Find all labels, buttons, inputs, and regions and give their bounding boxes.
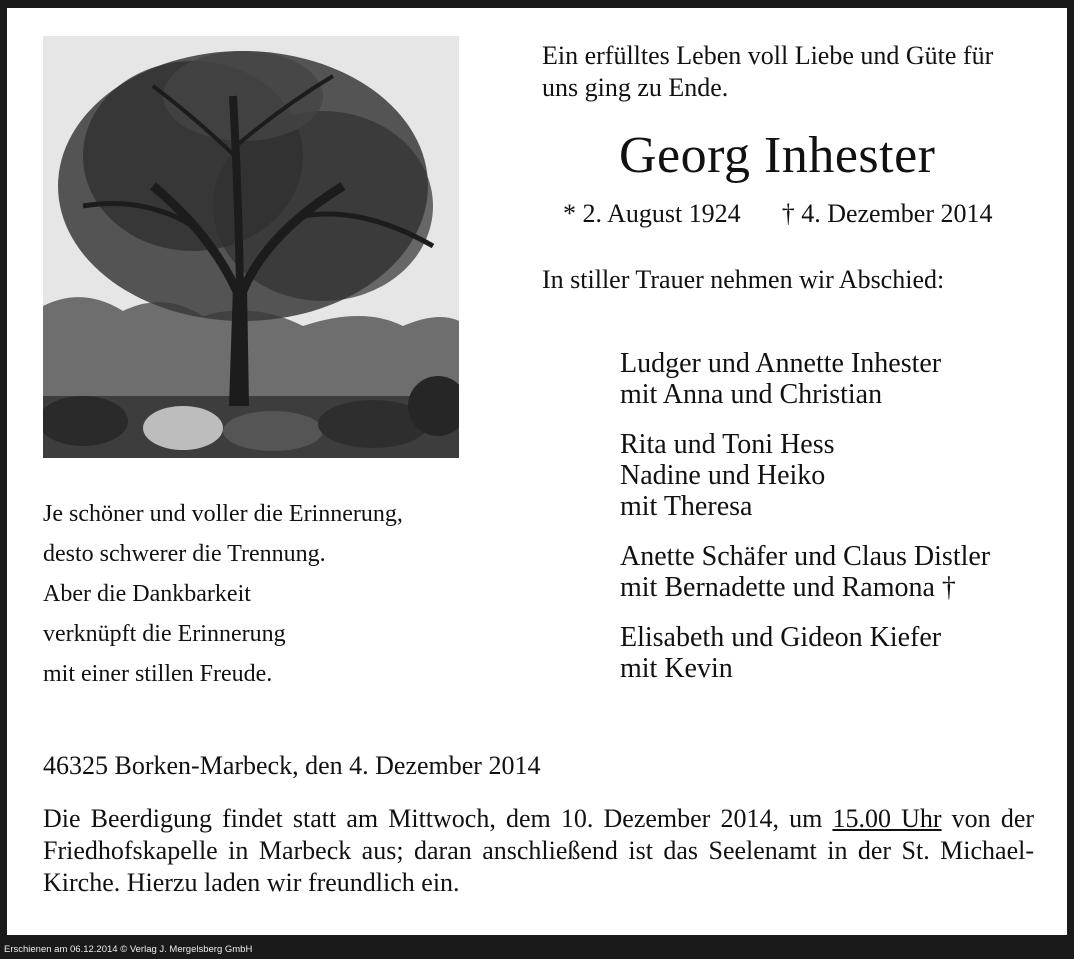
mourner-line: Ludger und Annette Inhester bbox=[620, 348, 942, 379]
verse-line: Je schöner und voller die Erinnerung, bbox=[43, 501, 403, 527]
place-date: 46325 Borken-Marbeck, den 4. Dezember 2014 bbox=[43, 751, 541, 780]
publication-footer: Erschienen am 06.12.2014 © Verlag J. Mergelsberg GmbH bbox=[4, 944, 253, 955]
mourner-line: mit Kevin bbox=[620, 653, 733, 684]
intro-line: Ein erfülltes Leben voll Liebe und Güte für bbox=[542, 41, 994, 70]
mourner-line: Anette Schäfer und Claus Distler bbox=[620, 541, 991, 572]
tree-illustration bbox=[43, 36, 459, 458]
funeral-text-start: Die Beerdigung findet statt am Mittwoch, dem 10. Dezember 2014, um bbox=[43, 804, 833, 833]
mourners-list bbox=[620, 348, 990, 703]
obituary-page bbox=[7, 8, 1067, 935]
funeral-text-end: von der Friedhofskapelle in Marbeck aus; daran anschließend ist das Seelenamt in der St. Michael-Kirche. Hierzu laden wir freundlich ein. bbox=[43, 804, 1035, 897]
intro-line: uns ging zu Ende. bbox=[542, 73, 729, 102]
farewell-line: In stiller Trauer nehmen wir Abschied: bbox=[542, 265, 945, 294]
funeral-notice bbox=[43, 803, 1034, 899]
life-dates bbox=[563, 198, 993, 230]
mourner-line: mit Bernadette und Ramona † bbox=[620, 572, 956, 603]
verse-line: mit einer stillen Freude. bbox=[43, 661, 273, 687]
death-date: † 4. Dezember 2014 bbox=[781, 199, 993, 228]
mourner-line: mit Anna und Christian bbox=[620, 379, 883, 410]
mourner-group bbox=[620, 622, 990, 684]
verse-line: Aber die Dankbarkeit bbox=[43, 581, 251, 607]
intro-text bbox=[542, 40, 993, 104]
mourner-group bbox=[620, 348, 990, 410]
mourner-line: Nadine und Heiko bbox=[620, 460, 826, 491]
mourner-group bbox=[620, 541, 990, 603]
tree-photo bbox=[43, 36, 459, 458]
birth-date: * 2. August 1924 bbox=[563, 199, 741, 228]
funeral-time: 15.00 Uhr bbox=[832, 804, 942, 833]
mourner-line: Elisabeth und Gideon Kiefer bbox=[620, 622, 942, 653]
mourner-line: mit Theresa bbox=[620, 491, 753, 522]
verse-line: desto schwerer die Trennung. bbox=[43, 541, 326, 567]
mourner-group bbox=[620, 429, 990, 522]
memorial-verse bbox=[43, 494, 403, 694]
deceased-name: Georg Inhester bbox=[619, 127, 936, 184]
verse-line: verknüpft die Erinnerung bbox=[43, 621, 286, 647]
mourner-line: Rita und Toni Hess bbox=[620, 429, 835, 460]
